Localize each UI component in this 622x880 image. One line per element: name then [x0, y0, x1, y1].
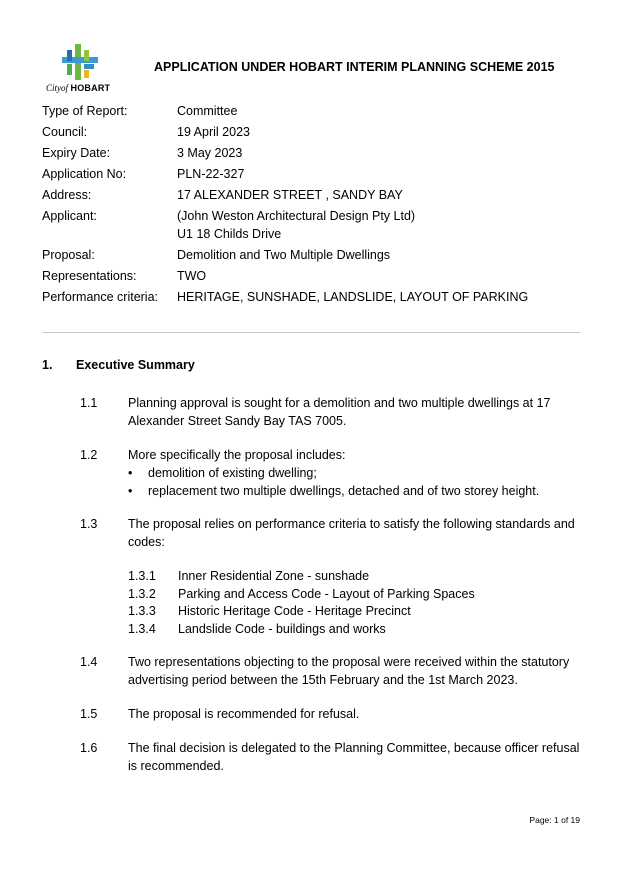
meta-row-expiry: Expiry Date: 3 May 2023	[42, 146, 243, 160]
city-of-hobart-logo	[44, 44, 120, 96]
bullet-item: • demolition of existing dwelling;	[128, 466, 317, 480]
page-number: Page: 1 of 19	[529, 815, 580, 825]
meta-row-address: Address: 17 ALEXANDER STREET , SANDY BAY	[42, 188, 403, 202]
list-item: 1.3.2 Parking and Access Code - Layout of Parking Spaces	[128, 586, 475, 601]
list-item: 1.3.4 Landslide Code - buildings and works	[128, 621, 386, 636]
paragraph-1-1: 1.1 Planning approval is sought for a demolition and two multiple dwellings at 17 Alexander Street Sandy Bay TAS 7005.	[80, 396, 551, 428]
list-item: 1.3.3 Historic Heritage Code - Heritage Precinct	[128, 604, 411, 618]
meta-row-performance-criteria: Performance criteria: HERITAGE, SUNSHADE, LANDSLIDE, LAYOUT OF PARKING	[42, 290, 529, 304]
meta-row-representations: Representations: TWO	[42, 269, 207, 283]
paragraph-1-4: 1.4 Two representations objecting to the proposal were received within the statutory advertising period between the 15th February and the 1st March 2023.	[80, 655, 570, 687]
hobart-logo-icon	[62, 44, 98, 80]
paragraph-1-2: 1.2 More specifically the proposal includes: • demolition of existing dwelling; • replacement two multiple dwellings, detached and of two storey height.	[80, 446, 580, 500]
meta-row-applicant: Applicant: (John Weston Architectural Design Pty Ltd) U1 18 Childs Drive	[42, 209, 416, 241]
meta-row-council: Council: 19 April 2023	[42, 125, 250, 139]
logo-wordmark: Cityof HOBART	[46, 83, 111, 93]
paragraph-1-5: 1.5 The proposal is recommended for refusal.	[80, 707, 360, 721]
application-details	[42, 102, 602, 309]
applicant-name: (John Weston Architectural Design Pty Ltd)	[177, 209, 416, 223]
applicant-address: U1 18 Childs Drive	[177, 227, 282, 241]
paragraph-1-3: 1.3 The proposal relies on performance criteria to satisfy the following standards and codes: 1.3.1 Inner Residential Zone - sunshade 1.3.2 Parking and Access Code - Layout of Parking Spaces 1.3.3 Historic Heritage Code - Heritage Precinct 1.3.4 Landslide Code - buildings and works	[80, 515, 580, 635]
paragraph-1-6: 1.6 The final decision is delegated to the Planning Committee, because officer refusal is recommended.	[80, 741, 580, 773]
meta-row-type: Type of Report: Committee	[42, 104, 238, 118]
meta-row-proposal: Proposal: Demolition and Two Multiple Dwellings	[42, 248, 391, 262]
criteria-list	[128, 567, 580, 637]
meta-row-application-no: Application No: PLN-22-327	[42, 167, 245, 181]
divider	[42, 332, 580, 333]
document-title: APPLICATION UNDER HOBART INTERIM PLANNING SCHEME 2015	[154, 60, 555, 74]
bullet-item: • replacement two multiple dwellings, detached and of two storey height.	[128, 484, 540, 498]
list-item: 1.3.1 Inner Residential Zone - sunshade	[128, 569, 370, 583]
